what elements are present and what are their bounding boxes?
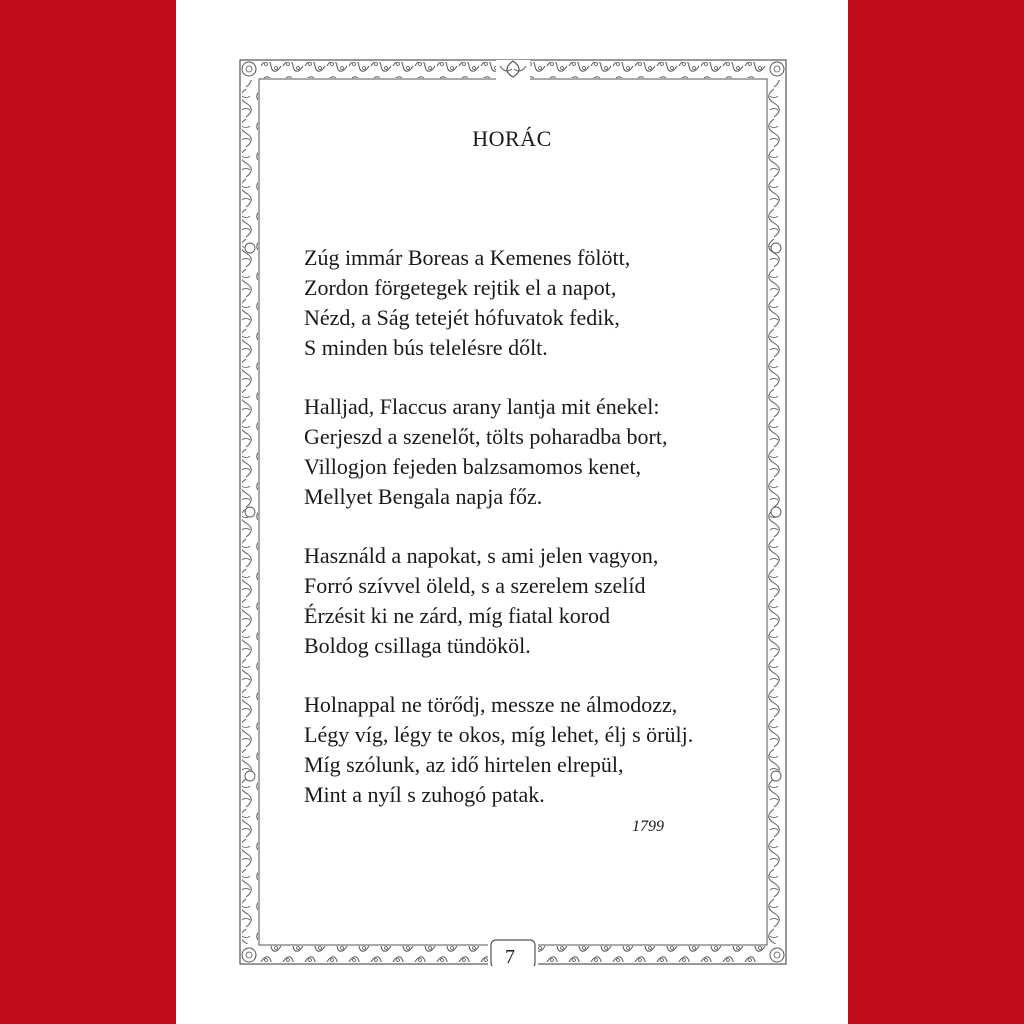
- book-page: [176, 0, 848, 1024]
- poem-line: Zordon förgetegek rejtik el a napot,: [304, 275, 617, 300]
- poem-line: Forró szívvel öleld, s a szerelem szelíd: [304, 573, 646, 598]
- stanza-2: [304, 392, 774, 512]
- stanza-1: [304, 243, 774, 363]
- poem-line: Villogjon fejeden balzsamomos kenet,: [304, 454, 642, 479]
- poem-line: Légy víg, légy te okos, míg lehet, élj s örülj.: [304, 722, 694, 747]
- poem-line: Boldog csillaga tündököl.: [304, 633, 531, 658]
- poem-body: [304, 243, 774, 839]
- poem-line: Holnappal ne törődj, messze ne álmodozz,: [304, 692, 678, 717]
- poem-line: Használd a napokat, s ami jelen vagyon,: [304, 543, 659, 568]
- stanza-4: [304, 690, 774, 810]
- poem-line: Érzésit ki ne zárd, míg fiatal korod: [304, 603, 611, 628]
- poem-line: Mint a nyíl s zuhogó patak.: [304, 782, 545, 807]
- right-red-panel: [848, 0, 1024, 1024]
- poem-line: Gerjeszd a szenelőt, tölts poharadba bort,: [304, 424, 668, 449]
- poem-line: Halljad, Flaccus arany lantja mit énekel:: [304, 394, 660, 419]
- poem-date: 1799: [632, 818, 664, 835]
- page-number: 7: [505, 946, 515, 968]
- poem-line: Nézd, a Ság tetejét hófuvatok fedik,: [304, 305, 620, 330]
- poem-line: Mellyet Bengala napja főz.: [304, 484, 543, 509]
- poem-line: Míg szólunk, az idő hirtelen elrepül,: [304, 752, 624, 777]
- poem-line: Zúg immár Boreas a Kemenes fölött,: [304, 245, 631, 270]
- stanza-3: [304, 541, 774, 661]
- poem-title: HORÁC: [472, 126, 552, 151]
- poem-line: S minden bús telelésre dőlt.: [304, 335, 548, 360]
- left-red-panel: [0, 0, 176, 1024]
